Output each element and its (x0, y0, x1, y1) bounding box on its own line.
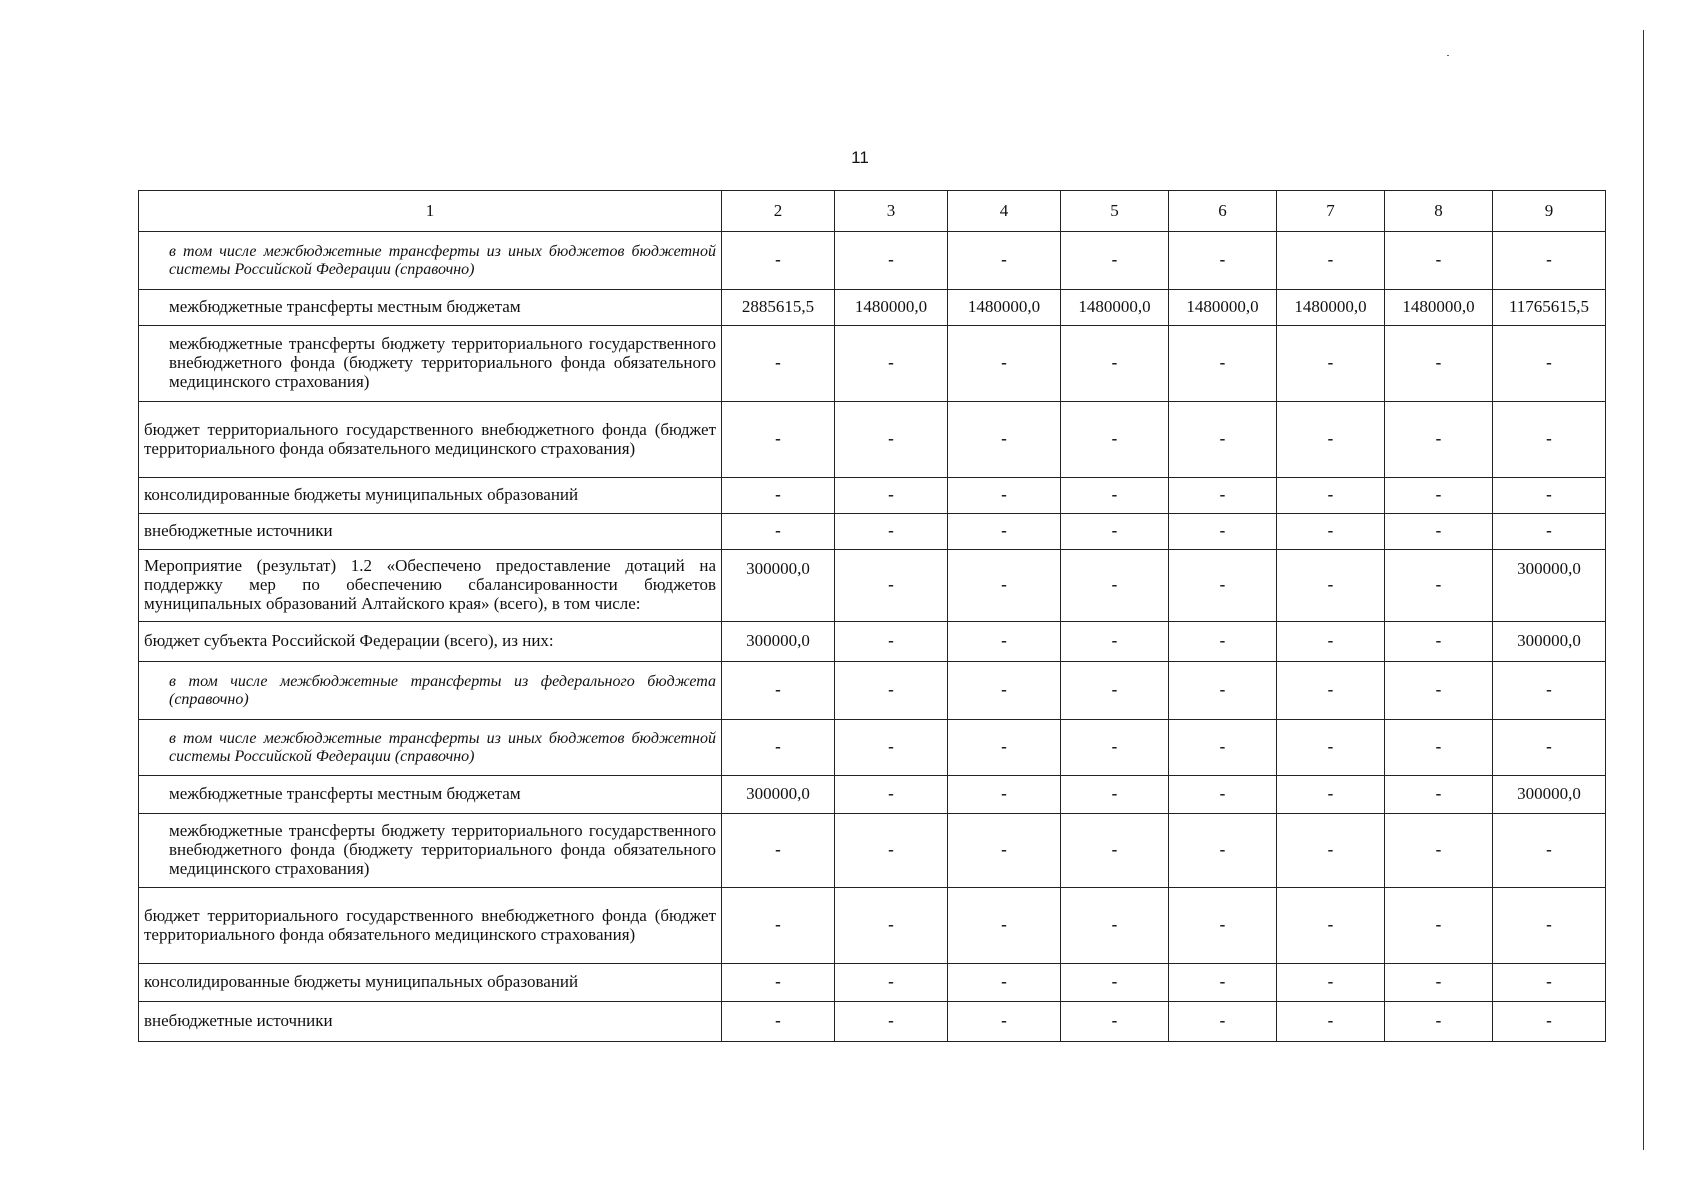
value-cell: - (722, 478, 835, 514)
column-header: 7 (1277, 191, 1385, 232)
column-header: 9 (1493, 191, 1606, 232)
value-cell: - (1385, 814, 1493, 888)
value-cell: - (722, 888, 835, 964)
table-row (139, 290, 1606, 326)
table-row (139, 1002, 1606, 1042)
value-cell: - (1169, 662, 1277, 720)
column-header: 6 (1169, 191, 1277, 232)
value-cell: - (1061, 478, 1169, 514)
value-cell: - (1061, 550, 1169, 622)
value-cell: - (835, 402, 948, 478)
value-cell: - (1061, 964, 1169, 1002)
value-cell: 1480000,0 (1385, 290, 1493, 326)
value-cell: 300000,0 (722, 622, 835, 662)
table-row (139, 720, 1606, 776)
value-cell: - (948, 478, 1061, 514)
value-cell: - (1169, 720, 1277, 776)
value-cell: - (1061, 622, 1169, 662)
scan-mark (1447, 55, 1449, 56)
value-cell: - (835, 720, 948, 776)
value-cell: - (1277, 720, 1385, 776)
value-cell: - (948, 232, 1061, 290)
value-cell: 300000,0 (1493, 550, 1606, 622)
value-cell: - (1493, 888, 1606, 964)
column-header: 5 (1061, 191, 1169, 232)
value-cell: 2885615,5 (722, 290, 835, 326)
value-cell: - (722, 814, 835, 888)
value-cell: - (1493, 232, 1606, 290)
value-cell: - (835, 326, 948, 402)
value-cell: - (722, 326, 835, 402)
value-cell: - (835, 964, 948, 1002)
value-cell: - (948, 514, 1061, 550)
value-cell: - (1277, 776, 1385, 814)
value-cell: 1480000,0 (948, 290, 1061, 326)
value-cell: - (1385, 514, 1493, 550)
row-label: Мероприятие (результат) 1.2 «Обеспечено предоставление дотаций на поддержку мер по обеспечению сбалансированности бюджетов муниципальных образований Алтайского края» (всего), в том числе: (139, 550, 722, 622)
value-cell: - (1385, 964, 1493, 1002)
table-row (139, 814, 1606, 888)
value-cell: - (1169, 232, 1277, 290)
value-cell: - (1169, 622, 1277, 662)
table-row (139, 776, 1606, 814)
value-cell: - (1169, 1002, 1277, 1042)
row-label: бюджет территориального государственного внебюджетного фонда (бюджет территориального фонда обязательного медицинского страхования) (139, 888, 722, 964)
value-cell: - (722, 964, 835, 1002)
value-cell: 1480000,0 (835, 290, 948, 326)
value-cell: - (835, 1002, 948, 1042)
row-label: межбюджетные трансферты местным бюджетам (139, 290, 722, 326)
value-cell: - (1385, 478, 1493, 514)
value-cell: 11765615,5 (1493, 290, 1606, 326)
value-cell: - (1169, 326, 1277, 402)
value-cell: - (835, 662, 948, 720)
value-cell: - (1277, 622, 1385, 662)
row-label: внебюджетные источники (139, 1002, 722, 1042)
row-label: консолидированные бюджеты муниципальных образований (139, 478, 722, 514)
table-row (139, 478, 1606, 514)
value-cell: - (948, 888, 1061, 964)
value-cell: - (948, 402, 1061, 478)
table-row (139, 622, 1606, 662)
value-cell: - (1061, 888, 1169, 964)
value-cell: - (1385, 1002, 1493, 1042)
table-row (139, 964, 1606, 1002)
value-cell: - (1061, 326, 1169, 402)
value-cell: - (722, 402, 835, 478)
value-cell: - (1061, 1002, 1169, 1042)
value-cell: - (1277, 402, 1385, 478)
value-cell: - (1493, 402, 1606, 478)
row-label: консолидированные бюджеты муниципальных образований (139, 964, 722, 1002)
value-cell: - (1385, 662, 1493, 720)
value-cell: - (1169, 550, 1277, 622)
value-cell: - (722, 232, 835, 290)
value-cell: - (1385, 720, 1493, 776)
row-label: межбюджетные трансферты местным бюджетам (139, 776, 722, 814)
value-cell: - (948, 720, 1061, 776)
value-cell: - (1169, 402, 1277, 478)
value-cell: - (835, 550, 948, 622)
value-cell: - (1061, 720, 1169, 776)
value-cell: - (1169, 888, 1277, 964)
value-cell: - (835, 888, 948, 964)
value-cell: - (1277, 964, 1385, 1002)
value-cell: - (1277, 550, 1385, 622)
column-header: 1 (139, 191, 722, 232)
row-label: межбюджетные трансферты бюджету территориального государственного внебюджетного фонда (бюджету территориального фонда обязательного медицинского страхования) (139, 326, 722, 402)
value-cell: 300000,0 (722, 550, 835, 622)
value-cell: - (1385, 326, 1493, 402)
value-cell: - (1277, 1002, 1385, 1042)
value-cell: - (1277, 232, 1385, 290)
value-cell: - (1061, 402, 1169, 478)
value-cell: - (1277, 514, 1385, 550)
value-cell: - (722, 662, 835, 720)
value-cell: - (1493, 964, 1606, 1002)
value-cell: - (1277, 326, 1385, 402)
value-cell: - (1277, 888, 1385, 964)
row-label: внебюджетные источники (139, 514, 722, 550)
value-cell: - (1061, 814, 1169, 888)
value-cell: - (1385, 622, 1493, 662)
table-row (139, 402, 1606, 478)
value-cell: - (948, 550, 1061, 622)
value-cell: - (1169, 478, 1277, 514)
value-cell: - (1277, 814, 1385, 888)
budget-table (138, 190, 1606, 1042)
scan-edge-line (1643, 30, 1644, 1150)
value-cell: - (1169, 814, 1277, 888)
page-number: 11 (851, 148, 869, 167)
value-cell: - (1493, 814, 1606, 888)
row-label: в том числе межбюджетные трансферты из иных бюджетов бюджетной системы Российской Федерации (справочно) (139, 720, 722, 776)
value-cell: 1480000,0 (1277, 290, 1385, 326)
row-label: бюджет субъекта Российской Федерации (всего), из них: (139, 622, 722, 662)
value-cell: - (835, 776, 948, 814)
value-cell: - (1385, 402, 1493, 478)
value-cell: - (1061, 232, 1169, 290)
value-cell: - (1385, 232, 1493, 290)
value-cell: - (948, 814, 1061, 888)
value-cell: - (722, 1002, 835, 1042)
value-cell: 300000,0 (722, 776, 835, 814)
value-cell: - (1493, 662, 1606, 720)
table-row (139, 550, 1606, 622)
value-cell: - (1493, 514, 1606, 550)
table-row (139, 888, 1606, 964)
value-cell: - (1277, 478, 1385, 514)
value-cell: - (948, 964, 1061, 1002)
value-cell: - (1493, 326, 1606, 402)
value-cell: - (1493, 478, 1606, 514)
value-cell: - (1385, 776, 1493, 814)
value-cell: - (948, 662, 1061, 720)
column-header: 2 (722, 191, 835, 232)
table-row (139, 662, 1606, 720)
row-label: в том числе межбюджетные трансферты из федерального бюджета (справочно) (139, 662, 722, 720)
value-cell: - (835, 814, 948, 888)
column-header: 3 (835, 191, 948, 232)
value-cell: - (835, 478, 948, 514)
value-cell: - (1169, 514, 1277, 550)
value-cell: 1480000,0 (1061, 290, 1169, 326)
table-row (139, 326, 1606, 402)
value-cell: - (1061, 662, 1169, 720)
row-label: межбюджетные трансферты бюджету территориального государственного внебюджетного фонда (бюджету территориального фонда обязательного медицинского страхования) (139, 814, 722, 888)
value-cell: - (835, 232, 948, 290)
value-cell: 1480000,0 (1169, 290, 1277, 326)
value-cell: - (1277, 662, 1385, 720)
value-cell: - (1061, 776, 1169, 814)
table-body (139, 232, 1606, 1042)
value-cell: 300000,0 (1493, 776, 1606, 814)
value-cell: - (835, 622, 948, 662)
value-cell: - (722, 720, 835, 776)
value-cell: - (1169, 964, 1277, 1002)
value-cell: - (1493, 1002, 1606, 1042)
value-cell: - (948, 326, 1061, 402)
value-cell: - (1385, 888, 1493, 964)
table-row (139, 514, 1606, 550)
row-label: бюджет территориального государственного внебюджетного фонда (бюджет территориального фонда обязательного медицинского страхования) (139, 402, 722, 478)
value-cell: - (1493, 720, 1606, 776)
value-cell: 300000,0 (1493, 622, 1606, 662)
column-header: 8 (1385, 191, 1493, 232)
value-cell: - (722, 514, 835, 550)
value-cell: - (1169, 776, 1277, 814)
value-cell: - (1385, 550, 1493, 622)
value-cell: - (948, 1002, 1061, 1042)
column-header: 4 (948, 191, 1061, 232)
table-header-row (139, 191, 1606, 232)
table-row (139, 232, 1606, 290)
value-cell: - (1061, 514, 1169, 550)
row-label: в том числе межбюджетные трансферты из иных бюджетов бюджетной системы Российской Федерации (справочно) (139, 232, 722, 290)
value-cell: - (835, 514, 948, 550)
value-cell: - (948, 776, 1061, 814)
value-cell: - (948, 622, 1061, 662)
